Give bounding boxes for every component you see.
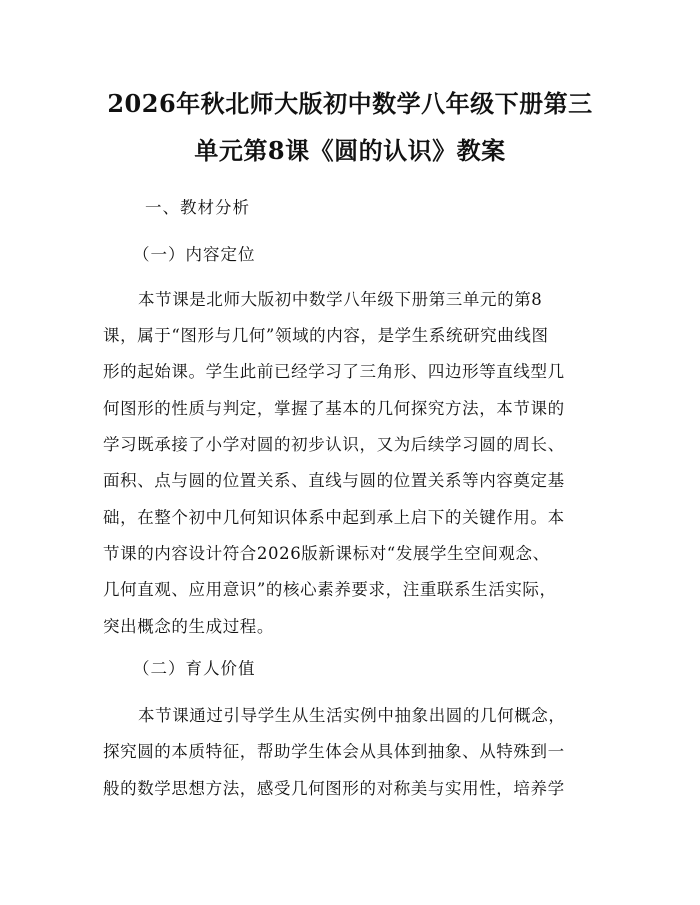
document-title-line-2: 单元第8课《圆的认识》教案	[194, 136, 506, 165]
paragraph-educational-value	[103, 702, 603, 822]
paragraph-line: 何图形的性质与判定，掌握了基本的几何探究方法，本节课的	[103, 399, 565, 418]
paragraph-line: 本节课通过引导学生从生活实例中抽象出圆的几何概念，	[138, 706, 566, 725]
paragraph-content-positioning	[103, 286, 603, 636]
paragraph-line: 学习既承接了小学对圆的初步认识，又为后续学习圆的周长、	[103, 435, 565, 454]
paragraph-line: 几何直观、应用意识”的核心素养要求，注重联系生活实际，	[103, 580, 557, 599]
paragraph-line: 探究圆的本质特征，帮助学生体会从具体到抽象、从特殊到一	[103, 742, 565, 761]
paragraph-line: 课，属于“图形与几何”领域的内容，是学生系统研究曲线图	[103, 326, 549, 345]
paragraph-line: 面积、点与圆的位置关系、直线与圆的位置关系等内容奠定基	[103, 471, 565, 490]
paragraph-line: 节课的内容设计符合2026版新课标对“发展学生空间观念、	[103, 544, 550, 563]
paragraph-line: 本节课是北师大版初中数学八年级下册第三单元的第8	[138, 290, 543, 309]
document-title-line-1: 2026年秋北师大版初中数学八年级下册第三	[107, 89, 593, 118]
subsection-heading-content-positioning: （一）内容定位	[133, 245, 256, 264]
paragraph-line: 础，在整个初中几何知识体系中起到承上启下的关键作用。本	[103, 508, 565, 527]
paragraph-line: 突出概念的生成过程。	[103, 617, 274, 636]
section-heading-textbook-analysis: 一、教材分析	[145, 198, 250, 217]
paragraph-line: 形的起始课。学生此前已经学习了三角形、四边形等直线型几	[103, 362, 565, 381]
paragraph-line: 般的数学思想方法，感受几何图形的对称美与实用性，培养学	[103, 779, 565, 798]
subsection-heading-educational-value: （二）育人价值	[133, 659, 256, 678]
